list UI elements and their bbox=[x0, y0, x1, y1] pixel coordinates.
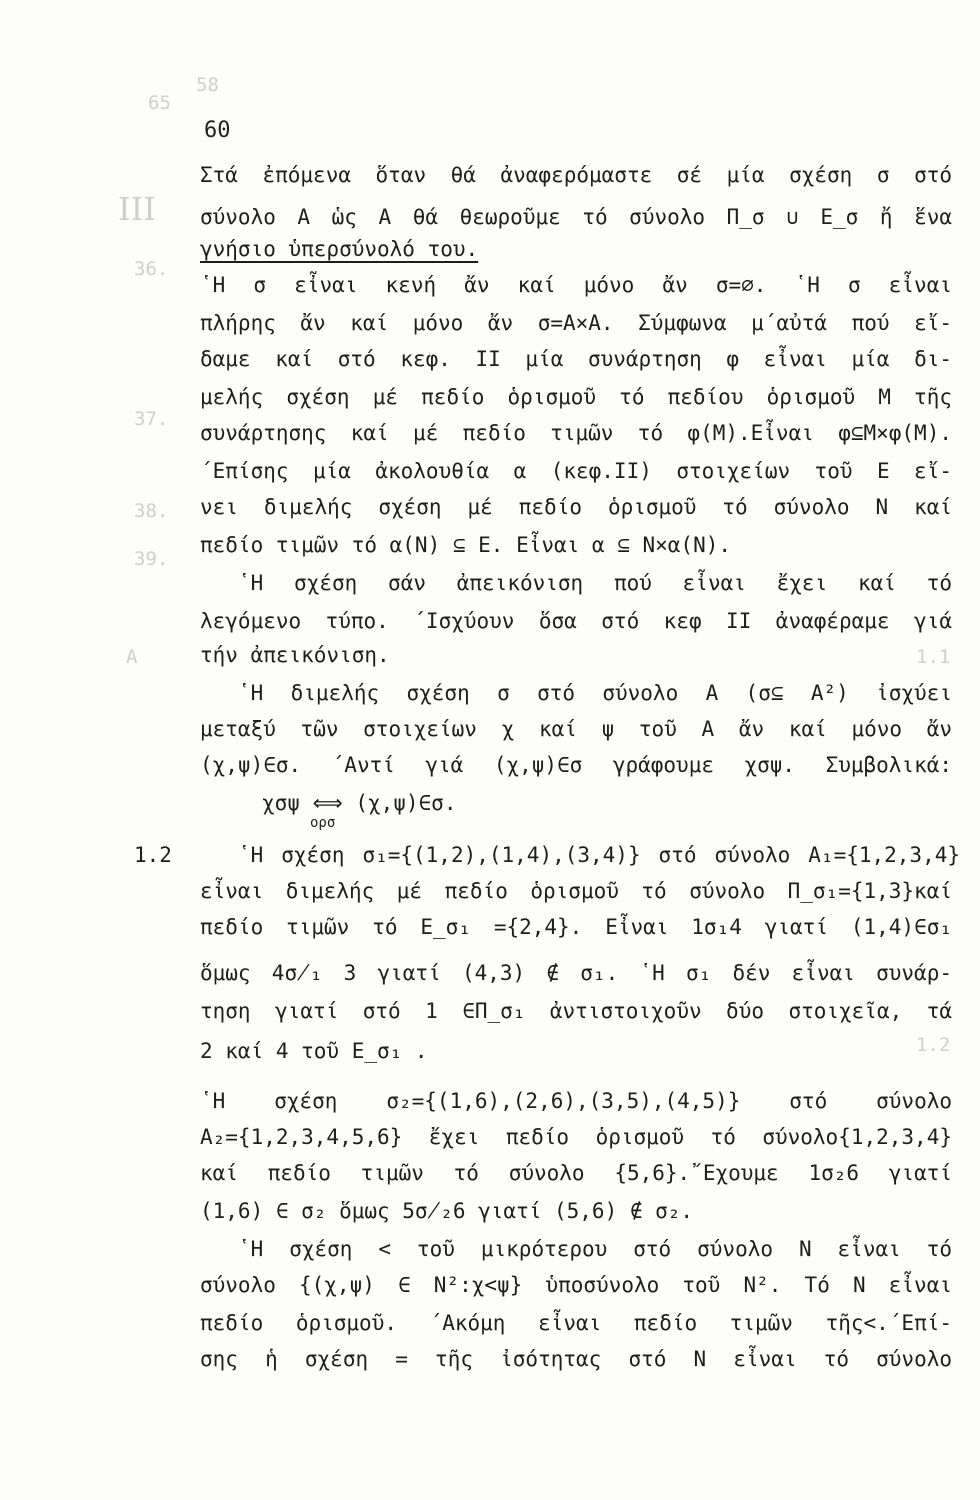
formula-subscript: ορσ bbox=[310, 815, 336, 831]
body-line: ΄Επίσης μία ἀκολουθία α (κεφ.ΙΙ) στοιχείων τοῦ Ε εἴ- bbox=[200, 459, 952, 483]
body-line bbox=[200, 232, 952, 266]
body-line: δαμε καί στό κεφ. ΙΙ μία συνάρτηση φ εἶναι μία δι- bbox=[200, 347, 952, 371]
body-line: σύνολο {(χ,ψ) ∈ Ν²:χ<ψ} ὑποσύνολο τοῦ Ν². Τό Ν εἶναι bbox=[200, 1273, 952, 1297]
bleed-through-text: 37. bbox=[134, 408, 169, 430]
bleed-through-text: 38. bbox=[134, 500, 169, 522]
body-line: 2 καί 4 τοῦ Ε_σ₁ . bbox=[200, 1039, 428, 1063]
body-line: πεδίο τιμῶν τό α(Ν) ⊆ Ε. Εἶναι α ⊆ Ν×α(Ν). bbox=[200, 533, 732, 557]
body-line: εἶναι διμελής μέ πεδίο ὁρισμοῦ τό σύνολο Π_σ₁={1,3}καί bbox=[200, 879, 952, 903]
bleed-through-text: 58 bbox=[196, 74, 219, 96]
body-line: συνάρτησης καί μέ πεδίο τιμῶν τό φ(Μ).Εἶναι φ⊆Μ×φ(Μ). bbox=[200, 421, 952, 445]
body-line: Α₂={1,2,3,4,5,6} ἔχει πεδίο ὁρισμοῦ τό σύνολο{1,2,3,4} bbox=[200, 1125, 952, 1149]
bleed-through-text: 65 bbox=[148, 92, 171, 114]
body-line: πλήρης ἄν καί μόνο ἄν σ=Α×Α. Σύμφωνα μ΄αὐτά πού εἴ- bbox=[200, 311, 952, 335]
page-number: 60 bbox=[204, 118, 231, 143]
body-line: ῾Η σ εἶναι κενή ἄν καί μόνο ἄν σ=∅. ῾Η σ εἶναι bbox=[200, 273, 952, 297]
body-line: ὅμως 4σ̸₁ 3 γιατί (4,3) ∉ σ₁. ῾Η σ₁ δέν εἶναι συνάρ- bbox=[200, 961, 952, 985]
body-line: ῾Η σχέση σ₁={(1,2),(1,4),(3,4)} στό σύνολο Α₁={1,2,3,4} bbox=[238, 843, 960, 867]
body-line: τήν ἀπεικόνιση. bbox=[200, 643, 390, 667]
body-line: τηση γιατί στό 1 ∈Π_σ₁ ἀντιστοιχοῦν δύο στοιχεῖα, τά bbox=[200, 999, 952, 1023]
body-line: πεδίο ὁρισμοῦ. ΄Ακόμη εἶναι πεδίο τιμῶν τῆς<.΄Επί- bbox=[200, 1311, 952, 1335]
formula-line: χσψ ⟺ (χ,ψ)∈σ. bbox=[262, 791, 457, 815]
bleed-through-text: A bbox=[126, 646, 138, 668]
bleed-through-text: 36. bbox=[134, 258, 169, 280]
body-line: ῾Η σχέση < τοῦ μικρότερου στό σύνολο Ν εἶναι τό bbox=[238, 1237, 952, 1261]
body-line: νει διμελής σχέση μέ πεδίο ὁρισμοῦ τό σύνολο Ν καί bbox=[200, 495, 952, 519]
body-line: (1,6) ∈ σ₂ ὅμως 5σ̸₂6 γιατί (5,6) ∉ σ₂. bbox=[200, 1199, 694, 1223]
bleed-through-text: 39. bbox=[134, 548, 169, 570]
body-line: ῾Η σχέση σ₂={(1,6),(2,6),(3,5),(4,5)} στό σύνολο bbox=[200, 1089, 952, 1113]
body-line: ῾Η σχέση σάν ἀπεικόνιση πού εἶναι ἔχει καί τό bbox=[238, 571, 952, 595]
bleed-through-text: 1.2 bbox=[916, 1034, 951, 1056]
bleed-through-text: 1.1 bbox=[916, 646, 951, 668]
body-line: μελής σχέση μέ πεδίο ὁρισμοῦ τό πεδίου ὁρισμοῦ Μ τῆς bbox=[200, 385, 952, 409]
body-line: καί πεδίο τιμῶν τό σύνολο {5,6}.῎Εχουμε 1σ₂6 γιατί bbox=[200, 1161, 952, 1185]
body-line: πεδίο τιμῶν τό Ε_σ₁ ={2,4}. Εἶναι 1σ₁4 γιατί (1,4)∈σ₁ bbox=[200, 915, 952, 939]
body-line: σης ἡ σχέση = τῆς ἰσότητας στό Ν εἶναι τό σύνολο bbox=[200, 1347, 952, 1371]
body-line: (χ,ψ)∈σ. ΄Αντί γιά (χ,ψ)∈σ γράφουμε χσψ. Συμβολικά: bbox=[200, 753, 952, 777]
body-line: σύνολο Α ὡς Α θά θεωροῦμε τό σύνολο Π_σ ∪ Ε_σ ἤ ἕνα bbox=[200, 205, 952, 229]
body-line: ῾Η διμελής σχέση σ στό σύνολο Α (σ⊆ Α²) ἰσχύει bbox=[238, 681, 952, 705]
body-line: Στά ἐπόμενα ὅταν θά ἀναφερόμαστε σέ μία σχέση σ στό bbox=[200, 163, 952, 187]
bleed-through-text: III bbox=[118, 190, 156, 228]
underlined-text: γνήσιο ὑπερσύνολό του. bbox=[200, 237, 479, 261]
body-line: μεταξύ τῶν στοιχείων χ καί ψ τοῦ Α ἄν καί μόνο ἄν bbox=[200, 717, 952, 741]
section-number: 1.2 bbox=[134, 843, 172, 867]
body-line: λεγόμενο τύπο. ΄Ισχύουν ὅσα στό κεφ ΙΙ ἀναφέραμε γιά bbox=[200, 609, 952, 633]
